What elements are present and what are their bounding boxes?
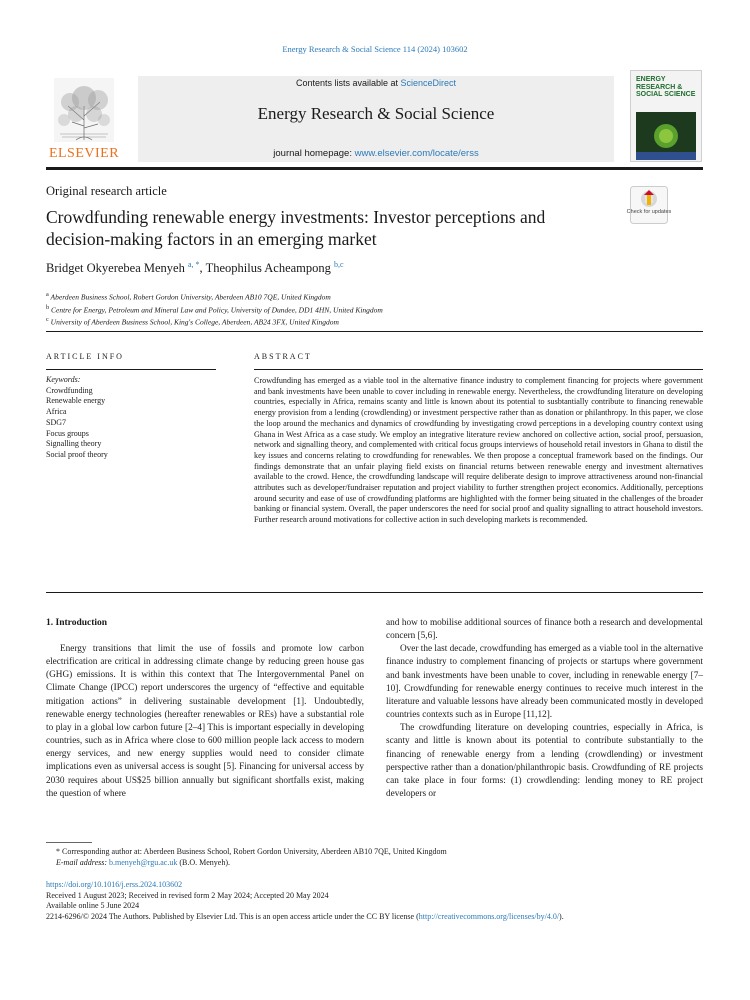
- keywords-block: [46, 375, 108, 461]
- paragraph: Over the last decade, crowdfunding has emerged as a viable tool in the alternative finance industry to complement financing of projects or startups where government and bank investments have been unable to cover, including in renewable energy [7–10]. Crowdfunding for renewable energy continues to receive much interest in the literature and valuable lessons have already been communicated mostly in developed countries contexts such as in Europe [11,12].: [386, 644, 703, 721]
- author-affiliation-marks[interactable]: a, *: [187, 260, 200, 269]
- cover-title: ENERGY RESEARCH & SOCIAL SCIENCE: [636, 76, 696, 98]
- article-info-rule: [46, 369, 216, 370]
- article-meta: [46, 880, 706, 922]
- article-title: Crowdfunding renewable energy investments: Investor perceptions and decision-making factors in an emerging market: [46, 207, 546, 249]
- email-label: E-mail address:: [56, 858, 110, 867]
- introduction-heading: 1. Introduction: [46, 618, 108, 628]
- email-link[interactable]: b.menyeh@rgu.ac.uk: [109, 858, 178, 867]
- email-line: [56, 857, 696, 868]
- author-list: [46, 260, 344, 276]
- paragraph: The crowdfunding literature on developing countries, especially in Africa, is scanty and little is known about its potential to contribute substantially to the financing of renewable energy from a lending (crowdlending) or investment perspective rather than a donation/philanthropic basis. Crowdfunding of RE projects can take place in four forms: (1) crowdlending: lending money to RE project developers or: [386, 723, 703, 800]
- affiliation-text: University of Aberdeen Business School, King's College, Aberdeen, AB24 3FX, United Kingdom: [50, 317, 339, 327]
- keyword-item: Renewable energy: [46, 396, 106, 406]
- abstract-heading: ABSTRACT: [254, 352, 312, 361]
- copyright-text: 2214-6296/© 2024 The Authors. Published by Elsevier Ltd. This is an open access article under the CC BY license (: [46, 911, 419, 921]
- author-affiliation-marks[interactable]: b,c: [334, 260, 344, 269]
- check-for-updates-label: Check for updates: [626, 209, 672, 215]
- received-dates: Received 1 August 2023; Received in revised form 2 May 2024; Accepted 20 May 2024: [46, 890, 329, 900]
- abstract-text: Crowdfunding has emerged as a viable tool in the alternative finance industry to complement financing for projects where government and bank investments have been unable to cover including in renewable energy. Nevertheless, the crowdfunding literature on developing countries, especially in Africa, remains scanty and little is known about its potential to susbtantially contribute to financing renewable energy provision from a lending (crowdlending) or investment perspective rather than as donation or philanthropy. In this paper, we close the loop around the mechanics and dynamics of crowdfunding by investigating crowd perceptions in a developing country context using Ghana in West Africa as a case study. We employ an integrative literature review anchored on collective action, social proof, persuasion, network and signalling theory, and complemented with critical focus groups interviews of household retail investors in Ghana to distil the key issues and concerns relating to crowdfunding for renewables. We then propose a conceptual framework based on the findings. Our findings demonstrate that an unfair playing field exists on financial returns between renewable energy and investment alternatives available to the crowd. Hence, the crowdfunding landscape will require deliberate design to improve attractiveness around non-financial attributes such as developer/fundraiser reputation and project viability to further strengthen project economics. Additionally, perceptions around security and ease of use of crowdfunding platforms are highlighted with the former being situated in the challenges of the broader banking or financial system. Overall, the paper underscores the need for social proof and quality signalling to attract household investors. Further research around motivations for collective action in such developing markets is recommended.: [254, 376, 703, 525]
- author-separator: ,: [199, 261, 206, 276]
- copyright-line: [46, 912, 706, 923]
- corresponding-author-note: * Corresponding author at: Aberdeen Business School, Robert Gordon University, Aberdeen AB10 7QE, United Kingdom: [56, 847, 447, 856]
- elsevier-wordmark: ELSEVIER: [48, 146, 120, 161]
- paragraph: and how to mobilise additional sources of finance both a research and developmental concern [5,6].: [386, 618, 703, 642]
- homepage-line: [138, 148, 614, 159]
- keywords-label: Keywords:: [46, 375, 81, 384]
- article-info-heading: ARTICLE INFO: [46, 352, 124, 361]
- affiliation-mark: c: [46, 316, 49, 323]
- keyword-item: Crowdfunding: [46, 385, 93, 395]
- copyright-suffix: ).: [559, 911, 564, 921]
- email-suffix: (B.O. Menyeh).: [177, 858, 230, 867]
- author-name[interactable]: Bridget Okyerebea Menyeh: [46, 261, 185, 276]
- affiliation-line: [46, 315, 383, 328]
- affiliation-mark: b: [46, 303, 50, 311]
- keyword-item: SDG7: [46, 417, 67, 427]
- affiliation-text: Aberdeen Business School, Robert Gordon University, Aberdeen AB10 7QE, United Kingdom: [50, 292, 331, 302]
- affiliations-rule: [46, 331, 703, 332]
- footnote-rule: [46, 842, 92, 843]
- journal-reference[interactable]: Energy Research & Social Science 114 (2024) 103602: [282, 44, 468, 54]
- sciencedirect-link[interactable]: ScienceDirect: [400, 78, 457, 88]
- body-right-column: [386, 617, 703, 801]
- body-left-column: [46, 643, 364, 801]
- affiliation-mark: a: [46, 291, 49, 298]
- header-rule: [46, 167, 703, 170]
- affiliation-text: Centre for Energy, Petroleum and Mineral Law and Policy, University of Dundee, DD1 4HN, United Kingdom: [51, 305, 383, 314]
- affiliations: [46, 290, 383, 328]
- keyword-item: Africa: [46, 407, 67, 417]
- keyword-item: Focus groups: [46, 428, 89, 438]
- paragraph: Energy transitions that limit the use of fossils and promote low carbon electrification are critical in addressing climate change by reducing green house gas (GHG) emissions. It is within this context that The Intergovernmental Panel on Climate Change (IPCC) report underscores the urgency of “effective and equitable mitigation actions” in delivering sustainable development [1]. Undoubtedly, renewable energy technologies (hereafter renewables or REs) have a substantial role to play in a global low carbon future [2–4] This is important especially in developing countries, such as in Africa where close to 600 million people lack access to modern energy services, and new energy supplies would need to consider climate implications even as universal access is sought [5]. Financing for universal access by 2030 requires about US$25 billion annually but significant shortfalls exist, making the question of where: [46, 644, 364, 799]
- doi-link[interactable]: https://doi.org/10.1016/j.erss.2024.103602: [46, 880, 183, 889]
- contents-line: [138, 78, 614, 88]
- available-online: Available online 5 June 2024: [46, 901, 140, 910]
- affiliation-line: [46, 290, 383, 303]
- article-type: Original research article: [46, 184, 167, 198]
- cover-artwork: [636, 112, 696, 160]
- author-name[interactable]: Theophilus Acheampong: [205, 261, 331, 276]
- keyword-item: Social proof theory: [46, 449, 108, 459]
- abstract-bottom-rule: [46, 592, 703, 593]
- license-link[interactable]: http://creativecommons.org/licenses/by/4.0/: [418, 911, 560, 921]
- homepage-prefix: journal homepage:: [273, 148, 355, 159]
- abstract-rule: [254, 369, 703, 370]
- homepage-link[interactable]: www.elsevier.com/locate/erss: [354, 148, 479, 159]
- journal-title: Energy Research & Social Science: [257, 104, 495, 123]
- affiliation-line: [46, 303, 383, 316]
- footnotes: [56, 846, 696, 868]
- keyword-item: Signalling theory: [46, 439, 102, 449]
- contents-prefix: Contents lists available at: [295, 78, 401, 88]
- check-for-updates-icon[interactable]: [630, 186, 668, 224]
